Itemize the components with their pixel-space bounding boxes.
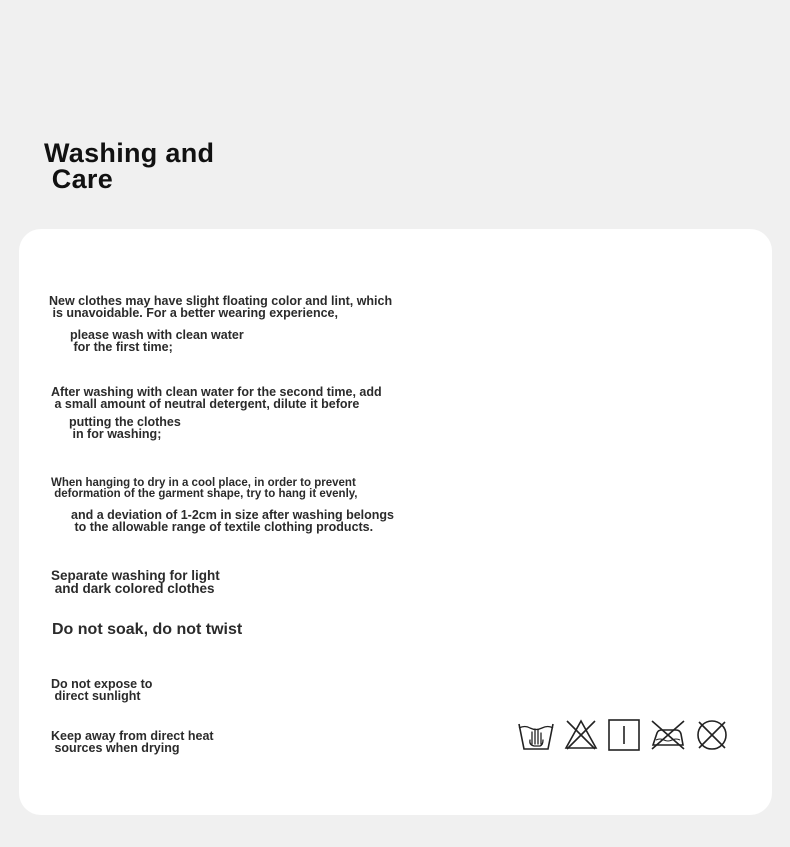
paragraph-size-deviation: and a deviation of 1-2cm in size after washing belongs to the allowable range of textile clothing products. bbox=[71, 508, 394, 534]
paragraph-separate-washing: Separate washing for light and dark colored clothes bbox=[51, 568, 220, 596]
page-title: Washing and Care bbox=[44, 138, 215, 194]
hand-wash-icon bbox=[517, 718, 555, 752]
do-not-iron-icon bbox=[650, 718, 686, 752]
paragraph-keep-away-heat: Keep away from direct heat sources when drying bbox=[51, 729, 214, 755]
paragraph-wash-clean-water: please wash with clean water for the first time; bbox=[70, 328, 244, 354]
care-symbols bbox=[517, 718, 729, 752]
do-not-tumble-dry-icon bbox=[695, 718, 729, 752]
line-dry-icon bbox=[607, 718, 641, 752]
paragraph-no-soak-twist: Do not soak, do not twist bbox=[52, 621, 243, 638]
paragraph-hanging-dry: When hanging to dry in a cool place, in order to prevent deformation of the garment shape, try to hang it evenly, bbox=[51, 477, 358, 500]
paragraph-second-wash: After washing with clean water for the second time, add a small amount of neutral detergent, dilute it before bbox=[51, 385, 382, 411]
paragraph-no-sunlight: Do not expose to direct sunlight bbox=[51, 677, 153, 703]
paragraph-putting-clothes: putting the clothes in for washing; bbox=[69, 415, 181, 441]
do-not-bleach-icon bbox=[564, 718, 598, 752]
paragraph-new-clothes: New clothes may have slight floating color and lint, which is unavoidable. For a better wearing experience, bbox=[49, 294, 393, 320]
